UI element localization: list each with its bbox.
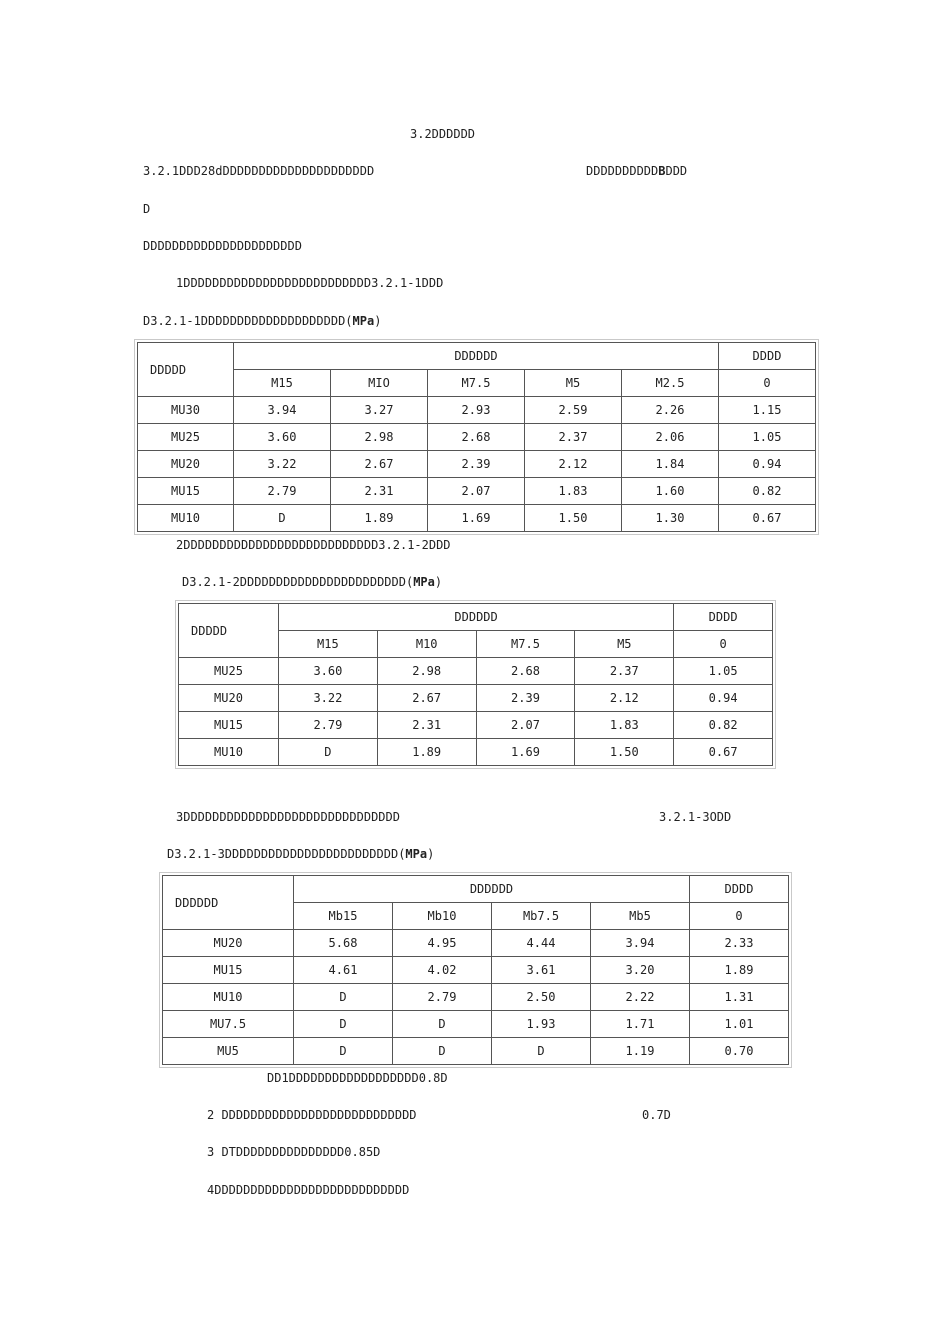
column-header: M5 (575, 631, 674, 658)
table-row (138, 451, 816, 478)
table-cell: 0.67 (674, 739, 773, 766)
row-label: MU10 (138, 505, 234, 532)
table-cell: 4.02 (393, 957, 492, 984)
table-row (163, 957, 789, 984)
row-label: MU10 (163, 984, 294, 1011)
row-label: MU10 (179, 739, 279, 766)
column-header: 0 (674, 631, 773, 658)
section-title: 3.2DDDDDD (410, 127, 476, 141)
clause-text-right-bold: B (658, 164, 666, 178)
table-cell: 3.20 (591, 957, 690, 984)
header-row (179, 604, 773, 631)
header-group-cell: DDDDDD (294, 876, 690, 903)
table-cell: 1.83 (525, 478, 622, 505)
table-cell: 2.59 (525, 397, 622, 424)
table-cell: 2.37 (525, 424, 622, 451)
table-row (163, 930, 789, 957)
table-3-caption (167, 846, 434, 862)
table-cell: 3.61 (492, 957, 591, 984)
clause-text-left: 3.2.1DDD28dDDDDDDDDDDDDDDDDDDDDD (143, 164, 375, 178)
table-cell: 3.27 (331, 397, 428, 424)
table-cell: 2.39 (428, 451, 525, 478)
table-cell: 3.22 (279, 685, 378, 712)
table-cell: 2.79 (279, 712, 378, 739)
table-cell: 5.68 (294, 930, 393, 957)
table-row (179, 685, 773, 712)
table-cell: 0.94 (719, 451, 816, 478)
table-row (163, 1011, 789, 1038)
header-last-cell: DDDD (690, 876, 789, 903)
column-header: 0 (719, 370, 816, 397)
row-label: MU5 (163, 1038, 294, 1065)
table-1-caption-text: D3.2.1-1DDDDDDDDDDDDDDDDDDDD( (143, 314, 353, 328)
table-cell: 2.12 (575, 685, 674, 712)
table-cell: 1.19 (591, 1038, 690, 1065)
table-cell: 2.07 (476, 712, 575, 739)
column-header: M2.5 (622, 370, 719, 397)
row-label: MU25 (179, 658, 279, 685)
row-label: MU25 (138, 424, 234, 451)
table-cell: 2.37 (575, 658, 674, 685)
table-cell: 4.61 (294, 957, 393, 984)
header-last-cell: DDDD (719, 343, 816, 370)
column-header: Mb7.5 (492, 903, 591, 930)
table-2-caption (182, 574, 442, 590)
column-header: 0 (690, 903, 789, 930)
table-cell: 4.95 (393, 930, 492, 957)
table-cell: 2.26 (622, 397, 719, 424)
table-3-caption-close: ) (427, 847, 435, 861)
subheader-row (138, 370, 816, 397)
table-2 (175, 600, 776, 769)
table-cell: 0.70 (690, 1038, 789, 1065)
table-3-grid (162, 875, 789, 1065)
note-2-left: 2 DDDDDDDDDDDDDDDDDDDDDDDDDDD (207, 1108, 417, 1122)
item-2-text: 2DDDDDDDDDDDDDDDDDDDDDDDDDDD3.2.1-2DDD (176, 538, 451, 552)
header-corner-cell: DDDDDD (163, 876, 294, 930)
table-cell: 1.71 (591, 1011, 690, 1038)
table-2-caption-close: ) (434, 575, 443, 589)
table-cell: 0.82 (674, 712, 773, 739)
table-cell: 2.93 (428, 397, 525, 424)
table-1-caption-close: ) (374, 314, 382, 328)
table-cell: 2.67 (377, 685, 476, 712)
table-row (138, 424, 816, 451)
table-cell: 2.50 (492, 984, 591, 1011)
table-1-grid (137, 342, 816, 532)
table-cell: 1.30 (622, 505, 719, 532)
note-4: 4DDDDDDDDDDDDDDDDDDDDDDDDDDD (207, 1183, 410, 1197)
table-cell: 2.06 (622, 424, 719, 451)
row-label: MU20 (163, 930, 294, 957)
table-cell: 1.50 (575, 739, 674, 766)
row-label: MU15 (138, 478, 234, 505)
text-line-dddd: DDDDDDDDDDDDDDDDDDDDDD (143, 239, 302, 253)
table-cell: 1.31 (690, 984, 789, 1011)
item-3-text-right: 3.2.1-3ODD (659, 810, 732, 824)
table-2-grid (178, 603, 773, 766)
table-cell: D (279, 739, 378, 766)
header-group-cell: DDDDDD (234, 343, 719, 370)
table-cell: D (492, 1038, 591, 1065)
column-header: M10 (377, 631, 476, 658)
table-cell: 2.39 (476, 685, 575, 712)
clause-text-right (586, 163, 687, 179)
table-cell: 0.94 (674, 685, 773, 712)
table-cell: 2.31 (377, 712, 476, 739)
table-cell: 3.22 (234, 451, 331, 478)
table-1 (134, 339, 819, 535)
table-cell: 3.60 (279, 658, 378, 685)
table-row (179, 739, 773, 766)
row-label: MU15 (179, 712, 279, 739)
table-cell: 4.44 (492, 930, 591, 957)
table-row (138, 397, 816, 424)
table-1-caption-unit: MPa (352, 314, 375, 328)
column-header: MIO (331, 370, 428, 397)
table-cell: 2.12 (525, 451, 622, 478)
table-cell: 3.60 (234, 424, 331, 451)
table-row (138, 505, 816, 532)
table-cell: D (294, 1038, 393, 1065)
table-cell: 1.84 (622, 451, 719, 478)
header-corner-cell: DDDDD (138, 343, 234, 397)
table-2-caption-unit: MPa (413, 575, 435, 589)
note-2-right: 0.7D (642, 1108, 671, 1122)
table-cell: 2.79 (234, 478, 331, 505)
table-row (163, 1038, 789, 1065)
table-cell: 1.69 (476, 739, 575, 766)
table-row (163, 984, 789, 1011)
table-cell: 1.05 (674, 658, 773, 685)
table-cell: 1.83 (575, 712, 674, 739)
table-3 (159, 872, 792, 1068)
note-1: DD1DDDDDDDDDDDDDDDDDD0.8D (267, 1071, 448, 1085)
table-cell: 1.89 (331, 505, 428, 532)
table-row (179, 712, 773, 739)
table-cell: 1.15 (719, 397, 816, 424)
table-1-caption (143, 313, 381, 329)
header-row (163, 876, 789, 903)
table-row (179, 658, 773, 685)
table-row (138, 478, 816, 505)
table-cell: 2.68 (476, 658, 575, 685)
table-cell: 2.68 (428, 424, 525, 451)
table-cell: 2.07 (428, 478, 525, 505)
table-3-caption-text: D3.2.1-3DDDDDDDDDDDDDDDDDDDDDDDD( (167, 847, 406, 861)
table-cell: 0.67 (719, 505, 816, 532)
row-label: MU15 (163, 957, 294, 984)
table-cell: 1.93 (492, 1011, 591, 1038)
column-header: M15 (279, 631, 378, 658)
note-3: 3 DTDDDDDDDDDDDDDDD0.85D (207, 1145, 381, 1159)
column-header: M15 (234, 370, 331, 397)
column-header: Mb5 (591, 903, 690, 930)
header-row (138, 343, 816, 370)
table-cell: D (294, 1011, 393, 1038)
table-cell: D (294, 984, 393, 1011)
table-cell: D (393, 1038, 492, 1065)
table-cell: D (234, 505, 331, 532)
table-cell: 1.89 (690, 957, 789, 984)
table-cell: 2.98 (377, 658, 476, 685)
table-2-caption-text: D3.2.1-2DDDDDDDDDDDDDDDDDDDDDDD( (182, 575, 414, 589)
row-label: MU20 (179, 685, 279, 712)
row-label: MU20 (138, 451, 234, 478)
table-cell: 1.05 (719, 424, 816, 451)
row-label: MU7.5 (163, 1011, 294, 1038)
item-3-text-left: 3DDDDDDDDDDDDDDDDDDDDDDDDDDDDDD (176, 810, 400, 824)
table-cell: 2.33 (690, 930, 789, 957)
column-header: M7.5 (428, 370, 525, 397)
table-cell: 1.69 (428, 505, 525, 532)
table-cell: 1.01 (690, 1011, 789, 1038)
table-cell: 2.79 (393, 984, 492, 1011)
header-group-cell: DDDDDD (279, 604, 674, 631)
clause-text-right-pre: DDDDDDDDDD (586, 164, 659, 178)
table-3-caption-unit: MPa (405, 847, 428, 861)
column-header: Mb15 (294, 903, 393, 930)
header-corner-cell: DDDDD (179, 604, 279, 658)
table-cell: 1.60 (622, 478, 719, 505)
table-cell: 2.22 (591, 984, 690, 1011)
table-cell: D (393, 1011, 492, 1038)
table-cell: 2.31 (331, 478, 428, 505)
header-last-cell: DDDD (674, 604, 773, 631)
text-line-d: D (143, 202, 151, 216)
table-cell: 1.50 (525, 505, 622, 532)
column-header: Mb10 (393, 903, 492, 930)
table-cell: 3.94 (234, 397, 331, 424)
table-cell: 1.89 (377, 739, 476, 766)
table-cell: 3.94 (591, 930, 690, 957)
row-label: MU30 (138, 397, 234, 424)
clause-text-right-post: DDD (665, 164, 688, 178)
column-header: M5 (525, 370, 622, 397)
column-header: M7.5 (476, 631, 575, 658)
table-cell: 2.98 (331, 424, 428, 451)
item-1-text: 1DDDDDDDDDDDDDDDDDDDDDDDDDD3.2.1-1DDD (176, 276, 444, 290)
table-cell: 0.82 (719, 478, 816, 505)
table-cell: 2.67 (331, 451, 428, 478)
